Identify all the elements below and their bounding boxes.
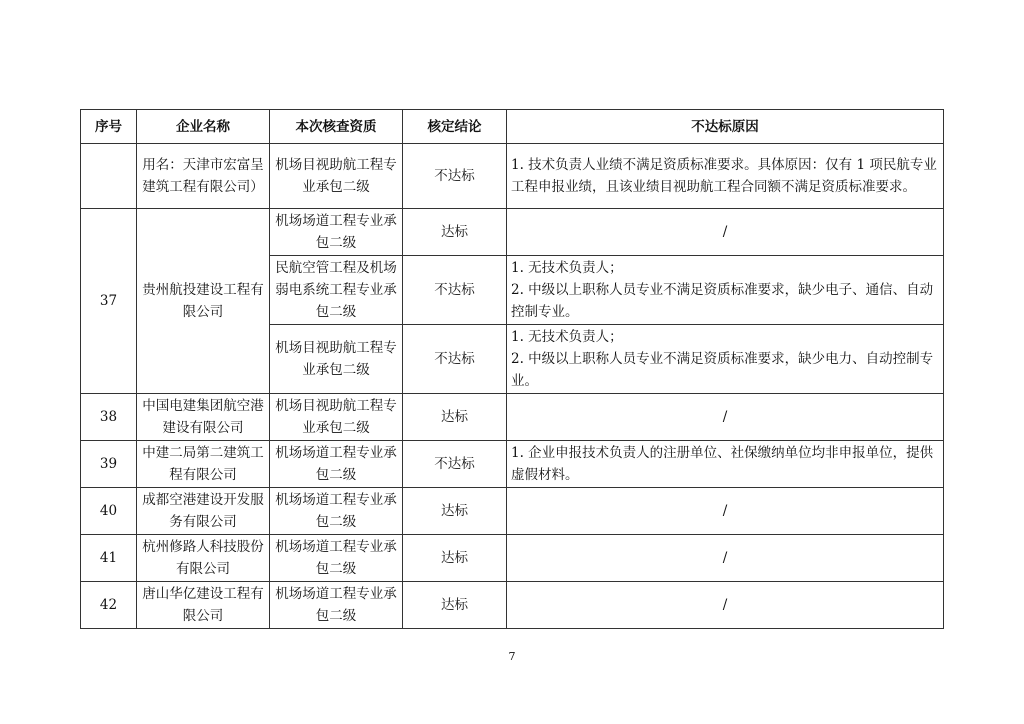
reason-line: 1. 无技术负责人； [511, 329, 623, 345]
page-number: 7 [508, 650, 516, 663]
table-row [81, 488, 944, 535]
row-no: 38 [81, 394, 137, 441]
conclusion: 达标 [403, 209, 507, 256]
company-name: 成都空港建设开发服务有限公司 [137, 488, 270, 535]
conclusion: 不达标 [403, 256, 507, 325]
reason-line: 2. 中级以上职称人员专业不满足资质标准要求，缺少电力、自动控制专业。 [511, 351, 934, 389]
qualification: 机场场道工程专业承包二级 [270, 488, 403, 535]
qualification: 机场场道工程专业承包二级 [270, 441, 403, 488]
company-name: 贵州航投建设工程有限公司 [137, 209, 270, 394]
conclusion: 达标 [403, 582, 507, 629]
qualification: 民航空管工程及机场弱电系统工程专业承包二级 [270, 256, 403, 325]
qualification: 机场场道工程专业承包二级 [270, 209, 403, 256]
conclusion: 不达标 [403, 144, 507, 209]
table-row [81, 441, 944, 488]
qualification: 机场目视助航工程专业承包二级 [270, 325, 403, 394]
qualification-table [80, 109, 944, 629]
header-qualification: 本次核查资质 [270, 110, 403, 144]
qualification: 机场目视助航工程专业承包二级 [270, 144, 403, 209]
conclusion: 达标 [403, 535, 507, 582]
row-no: 41 [81, 535, 137, 582]
table-row [81, 535, 944, 582]
reason: / [507, 535, 944, 582]
reason: / [507, 394, 944, 441]
header-conclusion: 核定结论 [403, 110, 507, 144]
row-no [81, 144, 137, 209]
company-name: 中建二局第二建筑工程有限公司 [137, 441, 270, 488]
qualification: 机场场道工程专业承包二级 [270, 535, 403, 582]
reason: / [507, 209, 944, 256]
company-name: 杭州修路人科技股份有限公司 [137, 535, 270, 582]
table-row [81, 144, 944, 209]
qualification: 机场场道工程专业承包二级 [270, 582, 403, 629]
qualification: 机场目视助航工程专业承包二级 [270, 394, 403, 441]
company-name: 中国电建集团航空港建设有限公司 [137, 394, 270, 441]
reason-line: 1. 无技术负责人； [511, 260, 623, 276]
header-company: 企业名称 [137, 110, 270, 144]
table-row [81, 209, 944, 256]
row-no: 37 [81, 209, 137, 394]
company-name: 用名：天津市宏富呈建筑工程有限公司） [137, 144, 270, 209]
table-row [81, 394, 944, 441]
reason [507, 325, 944, 394]
row-no: 39 [81, 441, 137, 488]
reason: / [507, 488, 944, 535]
conclusion: 达标 [403, 394, 507, 441]
header-no: 序号 [81, 110, 137, 144]
conclusion: 不达标 [403, 441, 507, 488]
conclusion: 达标 [403, 488, 507, 535]
company-name: 唐山华亿建设工程有限公司 [137, 582, 270, 629]
reason-line: 2. 中级以上职称人员专业不满足资质标准要求，缺少电子、通信、自动控制专业。 [511, 282, 934, 320]
conclusion: 不达标 [403, 325, 507, 394]
row-no: 42 [81, 582, 137, 629]
header-reason: 不达标原因 [507, 110, 944, 144]
reason: 1. 技术负责人业绩不满足资质标准要求。具体原因：仅有 1 项民航专业工程申报业绩，且该业绩目视助航工程合同额不满足资质标准要求。 [507, 144, 944, 209]
row-no: 40 [81, 488, 137, 535]
reason: 1. 企业申报技术负责人的注册单位、社保缴纳单位均非申报单位，提供虚假材料。 [507, 441, 944, 488]
reason [507, 256, 944, 325]
table-header-row [81, 110, 944, 144]
reason: / [507, 582, 944, 629]
table-row [81, 582, 944, 629]
